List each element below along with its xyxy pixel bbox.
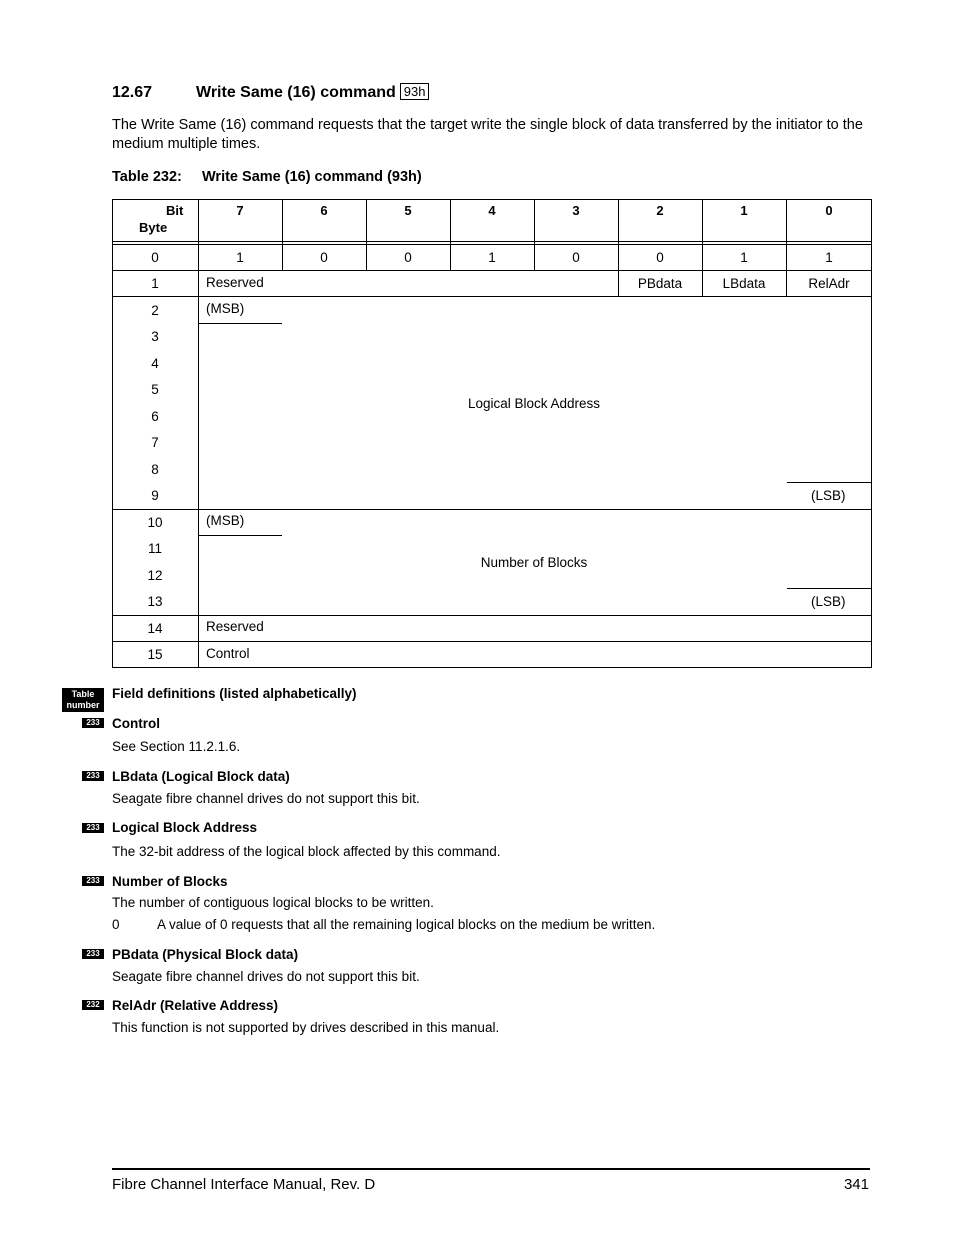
col-rule: [702, 200, 703, 296]
def-title-control: Control: [112, 716, 160, 731]
reladr-field: RelAdr: [808, 276, 850, 291]
def-text-lbdata: Seagate fibre channel drives do not support this bit.: [112, 791, 420, 806]
def-title-lba: Logical Block Address: [112, 820, 258, 835]
opcode-bit: 1: [236, 250, 244, 265]
lba-lsb: (LSB): [811, 488, 846, 503]
col-rule: [282, 200, 283, 270]
bit-header: 5: [404, 203, 412, 218]
footer-rule: [112, 1168, 870, 1170]
reserved-field: Reserved: [206, 619, 264, 634]
bit-header: 7: [236, 203, 244, 218]
pbdata-field: PBdata: [637, 276, 683, 291]
bit-header: 1: [740, 203, 748, 218]
def-text-nblocks: The number of contiguous logical blocks to be written.: [112, 895, 434, 910]
byte-number: 11: [147, 541, 163, 556]
section-heading: [112, 83, 429, 102]
table-ref-badge: 233: [82, 876, 104, 886]
msb-rule: [198, 323, 282, 324]
table-ref-badge: 233: [82, 771, 104, 781]
def-title-lbdata: LBdata (Logical Block data): [112, 769, 290, 784]
byte-number: 15: [147, 647, 163, 662]
bit-header: 0: [825, 203, 833, 218]
byte-number: 10: [147, 515, 163, 530]
row-rule: [113, 296, 871, 297]
bit-header: 2: [656, 203, 664, 218]
table-title: Write Same (16) command (93h): [202, 169, 422, 185]
def-title-nblocks: Number of Blocks: [112, 874, 228, 889]
def-value-text: A value of 0 requests that all the remaining logical blocks on the medium be written.: [157, 917, 656, 932]
opcode-bit: 0: [404, 250, 412, 265]
lba-field: Logical Block Address: [467, 396, 601, 411]
control-field: Control: [206, 646, 250, 661]
col-rule: [366, 200, 367, 270]
byte-number: 6: [151, 409, 159, 424]
opcode-bit: 1: [488, 250, 496, 265]
opcode-bit: 0: [656, 250, 664, 265]
footer-title: Fibre Channel Interface Manual, Rev. D: [112, 1176, 376, 1193]
table-ref-badge: 233: [82, 718, 104, 728]
section-number: 12.67: [112, 84, 153, 101]
byte-label: Byte: [139, 220, 168, 235]
table-label: Table 232:: [112, 169, 182, 185]
byte-col-rule: [198, 200, 199, 667]
col-rule: [618, 200, 619, 296]
table-caption: [112, 169, 422, 185]
bit-header: 6: [320, 203, 328, 218]
def-title-pbdata: PBdata (Physical Block data): [112, 947, 299, 962]
intro-paragraph: The Write Same (16) command requests that the target write the single block of data transferred by the initiator to the medium multiple times.: [112, 117, 863, 152]
row-rule: [113, 509, 871, 510]
lbdata-field: LBdata: [722, 276, 766, 291]
byte-number: 14: [147, 621, 163, 636]
def-text-control: See Section 11.2.1.6.: [112, 739, 241, 754]
table-number-badge: [62, 688, 104, 712]
reserved-field: Reserved: [206, 275, 264, 290]
byte-number: 12: [147, 568, 163, 583]
nblocks-lsb: (LSB): [811, 594, 846, 609]
row-rule: [113, 641, 871, 642]
opcode-bit: 0: [320, 250, 328, 265]
byte-number: 4: [151, 356, 159, 371]
msb-rule: [198, 535, 282, 536]
col-rule: [786, 200, 787, 296]
byte-number: 7: [151, 435, 159, 450]
row-rule: [113, 615, 871, 616]
bit-header: 3: [572, 203, 580, 218]
opcode-bit: 1: [740, 250, 748, 265]
byte-number: 9: [151, 488, 159, 503]
col-rule: [450, 200, 451, 270]
byte-number: 2: [151, 303, 159, 318]
def-value: 0: [112, 917, 120, 932]
def-text-pbdata: Seagate fibre channel drives do not support this bit.: [112, 969, 420, 984]
field-definitions-heading: Field definitions (listed alphabetically): [112, 686, 357, 701]
page-number: 341: [843, 1176, 869, 1193]
bit-label: Bit: [166, 203, 184, 218]
def-value-row: [112, 917, 655, 932]
byte-number: 13: [147, 594, 163, 609]
badge-line: number: [66, 700, 100, 710]
opcode-bit: 0: [572, 250, 580, 265]
lsb-rule: [787, 482, 871, 483]
table-ref-badge: 233: [82, 949, 104, 959]
nblocks-field: Number of Blocks: [480, 555, 588, 570]
byte-number: 5: [151, 382, 159, 397]
byte-number: 1: [151, 276, 159, 291]
table-ref-badge: 232: [82, 1000, 104, 1010]
byte-number: 0: [151, 250, 159, 265]
opcode-bit: 1: [825, 250, 833, 265]
def-text-reladr: This function is not supported by drives described in this manual.: [112, 1020, 500, 1035]
opcode-box: 93h: [400, 83, 430, 100]
nblocks-msb: (MSB): [206, 513, 245, 528]
row-rule: [113, 270, 871, 271]
byte-number: 3: [151, 329, 159, 344]
section-title: Write Same (16) command: [196, 84, 396, 101]
command-table: [112, 199, 872, 668]
def-title-reladr: RelAdr (Relative Address): [112, 998, 279, 1013]
byte-number: 8: [151, 462, 159, 477]
col-rule: [534, 200, 535, 270]
lsb-rule: [787, 588, 871, 589]
header-rule: [113, 241, 871, 242]
table-ref-badge: 233: [82, 823, 104, 833]
def-text-lba: The 32-bit address of the logical block affected by this command.: [112, 844, 501, 859]
header-rule-double: [113, 244, 871, 245]
bit-header: 4: [488, 203, 496, 218]
badge-line: Table: [71, 689, 95, 699]
lba-msb: (MSB): [206, 301, 245, 316]
